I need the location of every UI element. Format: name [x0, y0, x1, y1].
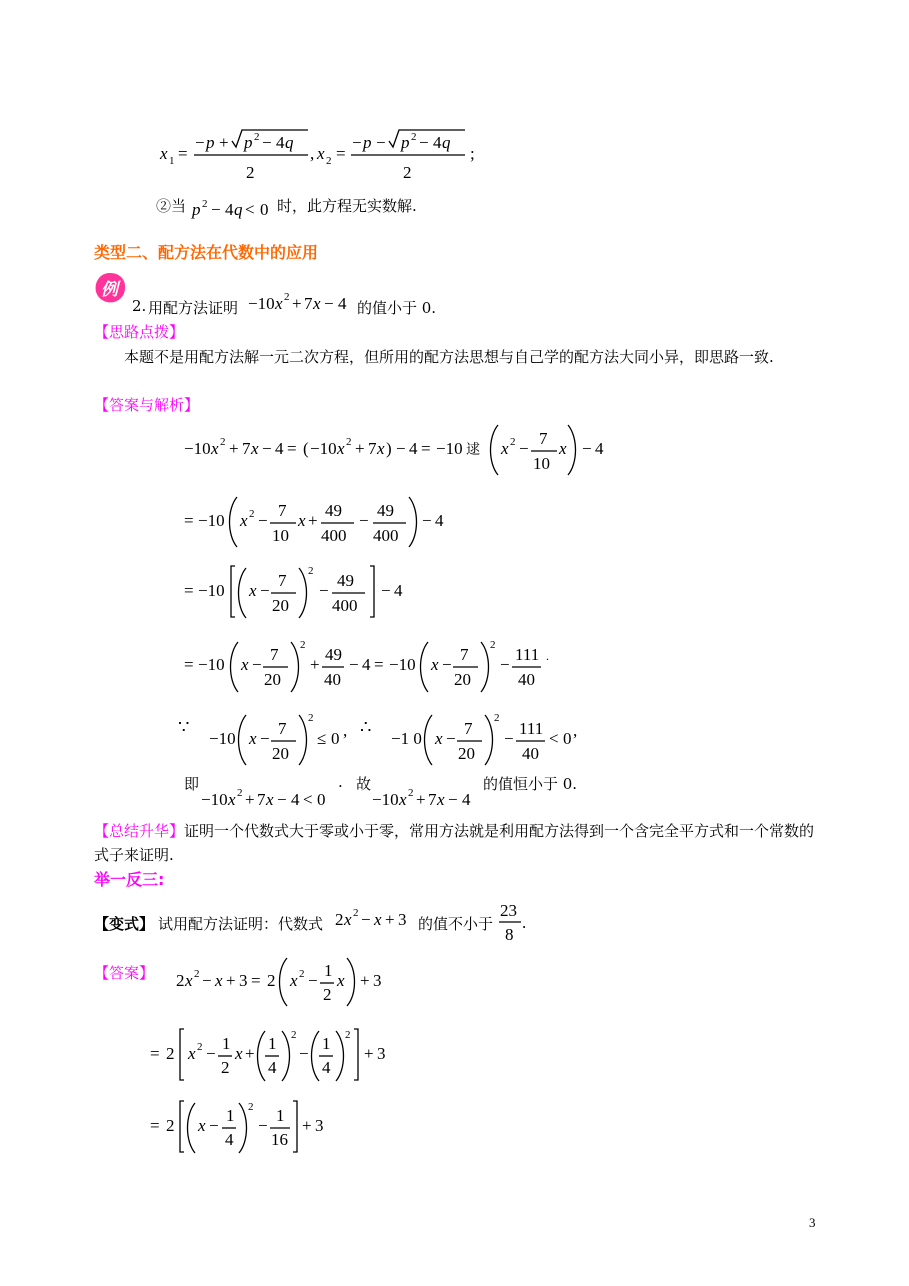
svg-text:2: 2	[249, 508, 255, 520]
svg-text:1: 1	[324, 961, 333, 980]
svg-text:111: 111	[515, 645, 540, 664]
svg-text:2: 2	[353, 907, 359, 919]
svg-text:7: 7	[278, 571, 287, 590]
svg-text:−: −	[396, 439, 406, 458]
svg-text:2: 2	[176, 971, 185, 990]
svg-text:49: 49	[325, 501, 342, 520]
svg-text:2: 2	[494, 712, 500, 724]
svg-text:+: +	[292, 294, 302, 313]
variant-step-1	[174, 954, 394, 1008]
svg-text:x: x	[215, 971, 223, 990]
svg-text:2: 2	[323, 985, 332, 1004]
svg-text:+: +	[360, 971, 370, 990]
period-1: .	[338, 773, 343, 791]
svg-text:+: +	[355, 439, 365, 458]
svg-text:2: 2	[237, 787, 243, 799]
svg-text:−10: −10	[198, 511, 225, 530]
svg-text:−: −	[262, 133, 272, 152]
solution-step-3	[182, 560, 422, 622]
discriminant-negative	[190, 196, 280, 222]
svg-text:3: 3	[239, 971, 248, 990]
svg-text:3: 3	[377, 1044, 386, 1063]
svg-text:4: 4	[433, 133, 442, 152]
svg-text:x: x	[377, 439, 385, 458]
svg-text:2: 2	[166, 1044, 175, 1063]
svg-text:−10: −10	[310, 439, 337, 458]
svg-text:+: +	[245, 790, 255, 809]
svg-text:<: <	[245, 200, 255, 219]
svg-text:+: +	[310, 655, 320, 674]
svg-text:x: x	[160, 144, 168, 163]
svg-text:): )	[386, 439, 392, 458]
svg-text:40: 40	[522, 744, 539, 763]
svg-text:1: 1	[169, 155, 175, 167]
svg-text:x: x	[501, 439, 509, 458]
example-text-b: 的值小于 0.	[357, 299, 437, 317]
summary-text: 证明一个代数式大于零或小于零，常用方法就是利用配方法得到一个含完全平方式和一个常数的式子来证明.	[94, 822, 815, 864]
svg-text:4: 4	[275, 439, 284, 458]
svg-text:2: 2	[510, 436, 516, 448]
svg-text:−: −	[422, 511, 432, 530]
svg-text:∴: ∴	[360, 717, 372, 737]
svg-text:−10: −10	[248, 294, 275, 313]
svg-text:x: x	[298, 511, 306, 530]
svg-text:7: 7	[257, 790, 266, 809]
svg-text:≤: ≤	[317, 729, 327, 748]
svg-text:−: −	[277, 790, 287, 809]
svg-text:4: 4	[322, 1058, 331, 1077]
svg-text:=: =	[421, 439, 431, 458]
svg-text:2: 2	[221, 1058, 230, 1077]
svg-text:,: ,	[310, 144, 315, 163]
svg-text:23: 23	[500, 901, 517, 920]
svg-text:49: 49	[325, 645, 342, 664]
example-num: 2.	[132, 297, 147, 315]
example-badge	[93, 271, 127, 305]
svg-text:−10: −10	[201, 790, 228, 809]
svg-text:20: 20	[454, 670, 471, 689]
svg-text:49: 49	[337, 571, 354, 590]
example-text-a: 用配方法证明	[148, 299, 239, 317]
svg-text:x: x	[399, 790, 407, 809]
svg-text:0: 0	[317, 790, 326, 809]
svg-text:0: 0	[260, 200, 269, 219]
svg-text:x: x	[437, 790, 445, 809]
svg-text:−: −	[504, 729, 514, 748]
svg-text:2: 2	[202, 198, 208, 210]
svg-text:−: −	[500, 655, 510, 674]
svg-text:x: x	[317, 144, 325, 163]
svg-text:,: ,	[573, 721, 578, 740]
gu-text: 故	[356, 775, 372, 793]
svg-text:x: x	[337, 971, 345, 990]
svg-text:4: 4	[394, 581, 403, 600]
svg-text:7: 7	[242, 439, 251, 458]
svg-text:2: 2	[220, 436, 226, 448]
svg-text:+: +	[385, 910, 395, 929]
svg-text:−10: −10	[209, 729, 236, 748]
svg-text:4: 4	[225, 1130, 234, 1149]
svg-text:x: x	[337, 439, 345, 458]
svg-text:2: 2	[197, 1041, 203, 1053]
svg-text:7: 7	[539, 429, 548, 448]
svg-text:2: 2	[490, 639, 496, 651]
svg-text:2: 2	[300, 639, 306, 651]
svg-text:4: 4	[291, 790, 300, 809]
svg-text:<: <	[303, 790, 313, 809]
heading-type2: 类型二、配方法在代数中的应用	[94, 243, 319, 262]
svg-text:x: x	[235, 1044, 243, 1063]
variant-step-2	[148, 1024, 398, 1084]
heading-practice: 举一反三:	[94, 870, 165, 889]
result-expression	[370, 786, 485, 812]
svg-text:−: −	[324, 294, 334, 313]
svg-text:x: x	[374, 910, 382, 929]
svg-text:x: x	[198, 1116, 206, 1135]
svg-text:2: 2	[299, 968, 305, 980]
svg-text:40: 40	[324, 670, 341, 689]
svg-text:8: 8	[505, 925, 514, 944]
svg-text:10: 10	[272, 526, 289, 545]
svg-text:p: p	[206, 133, 215, 152]
svg-text:49: 49	[377, 501, 394, 520]
svg-text:q: q	[234, 200, 243, 219]
svg-text:4: 4	[268, 1058, 277, 1077]
page-number: 3	[809, 1215, 816, 1230]
svg-text:111: 111	[519, 719, 544, 738]
svg-text:逑: 逑	[466, 443, 480, 458]
svg-text:4: 4	[409, 439, 418, 458]
solution-step-4	[182, 634, 552, 696]
svg-text:4: 4	[462, 790, 471, 809]
svg-text:+: +	[364, 1044, 374, 1063]
svg-text:p: p	[244, 133, 253, 152]
example-expression	[246, 288, 358, 316]
svg-text:2: 2	[194, 968, 200, 980]
svg-text:−: −	[258, 1116, 268, 1135]
svg-text:x: x	[313, 294, 321, 313]
svg-text:7: 7	[460, 645, 469, 664]
svg-text:20: 20	[264, 670, 281, 689]
svg-text:0: 0	[563, 729, 572, 748]
svg-text:−: −	[376, 133, 386, 152]
always-less-text: 的值恒小于 0.	[483, 775, 578, 793]
svg-text:−: −	[381, 581, 391, 600]
result-inequality	[199, 786, 349, 812]
svg-text:20: 20	[458, 744, 475, 763]
svg-text:−: −	[519, 439, 529, 458]
svg-text:=: =	[178, 144, 188, 163]
svg-text:x: x	[559, 439, 567, 458]
svg-text:x: x	[435, 729, 443, 748]
svg-text:x: x	[249, 581, 257, 600]
svg-text:−10: −10	[184, 439, 211, 458]
svg-text:−: −	[446, 729, 456, 748]
svg-text:1: 1	[222, 1034, 231, 1053]
svg-text:−: −	[206, 1044, 216, 1063]
case2-suffix: 时，此方程无实数解.	[277, 197, 417, 215]
svg-text:=: =	[184, 511, 194, 530]
svg-text:x: x	[240, 511, 248, 530]
svg-text:−: −	[319, 581, 329, 600]
example-badge-icon	[93, 271, 127, 305]
svg-text:2: 2	[408, 787, 414, 799]
svg-text:−10: −10	[436, 439, 463, 458]
variant-step-3	[148, 1096, 348, 1156]
svg-text:10: 10	[533, 454, 550, 473]
svg-text:4: 4	[595, 439, 604, 458]
svg-text:2: 2	[248, 1101, 254, 1113]
svg-text:2: 2	[411, 131, 417, 143]
ji-text: 即	[184, 775, 200, 793]
svg-text:0: 0	[331, 729, 340, 748]
svg-text:−10: −10	[198, 655, 225, 674]
solution-step-1	[182, 422, 612, 478]
svg-text:20: 20	[272, 596, 289, 615]
svg-text:x: x	[344, 910, 352, 929]
svg-text:=: =	[251, 971, 261, 990]
svg-text:p: p	[401, 133, 410, 152]
solution-step-5	[176, 706, 596, 768]
svg-text:7: 7	[368, 439, 377, 458]
svg-text:7: 7	[428, 790, 437, 809]
svg-text:=: =	[150, 1116, 160, 1135]
svg-text:q: q	[442, 133, 451, 152]
variant-tag: 【变式】	[94, 915, 155, 933]
svg-text:1: 1	[268, 1034, 277, 1053]
svg-text:4: 4	[435, 511, 444, 530]
case2-prefix: ②当	[156, 197, 187, 215]
svg-text:.: .	[522, 913, 527, 932]
svg-text:400: 400	[373, 526, 399, 545]
svg-text:4: 4	[225, 200, 234, 219]
svg-text:,: ,	[343, 721, 348, 740]
svg-text:1: 1	[226, 1106, 235, 1125]
svg-text:+: +	[245, 1044, 255, 1063]
svg-text:x: x	[266, 790, 274, 809]
svg-text:−10: −10	[389, 655, 416, 674]
svg-text:p: p	[192, 200, 201, 219]
svg-text:=: =	[287, 439, 297, 458]
svg-text:x: x	[211, 439, 219, 458]
solution-step-2	[182, 494, 442, 550]
svg-text:p: p	[363, 133, 372, 152]
svg-text:2: 2	[267, 971, 276, 990]
svg-text:−: −	[258, 511, 268, 530]
svg-text:x: x	[251, 439, 259, 458]
svg-text:+: +	[229, 439, 239, 458]
svg-text:−: −	[349, 655, 359, 674]
tag-hint: 【思路点拨】	[94, 323, 185, 341]
svg-text:7: 7	[278, 719, 287, 738]
svg-text:7: 7	[270, 645, 279, 664]
variant-text-a: 试用配方法证明：代数式	[158, 915, 324, 933]
tag-summary: 【总结升华】	[94, 822, 185, 840]
svg-text:−: −	[442, 655, 452, 674]
svg-text:q: q	[285, 133, 294, 152]
svg-text:+: +	[416, 790, 426, 809]
svg-text:2: 2	[284, 291, 290, 303]
svg-text:2: 2	[166, 1116, 175, 1135]
example-badge-label: 例	[101, 280, 118, 300]
svg-text:−: −	[202, 971, 212, 990]
variant-expression	[333, 905, 418, 931]
tag-answer: 【答案与解析】	[94, 396, 200, 414]
svg-text:x: x	[275, 294, 283, 313]
svg-text:−: −	[262, 439, 272, 458]
tag-answer-2: 【答案】	[94, 964, 155, 982]
svg-text:=: =	[374, 655, 384, 674]
svg-text:4: 4	[276, 133, 285, 152]
svg-text:−: −	[448, 790, 458, 809]
svg-text:x: x	[249, 729, 257, 748]
svg-text:2: 2	[308, 565, 314, 577]
svg-text:−: −	[252, 655, 262, 674]
roots-formula	[158, 126, 488, 186]
svg-text:2: 2	[346, 436, 352, 448]
svg-text:7: 7	[304, 294, 313, 313]
svg-text:−: −	[352, 133, 362, 152]
svg-text:4: 4	[338, 294, 347, 313]
svg-text:2: 2	[335, 910, 344, 929]
svg-text:x: x	[241, 655, 249, 674]
svg-text:3: 3	[315, 1116, 324, 1135]
svg-text:x: x	[228, 790, 236, 809]
svg-text:2: 2	[254, 131, 260, 143]
svg-text:x: x	[431, 655, 439, 674]
svg-text:−: −	[260, 729, 270, 748]
svg-text:=: =	[150, 1044, 160, 1063]
svg-text:4: 4	[362, 655, 371, 674]
variant-bound	[497, 898, 533, 946]
svg-text:−: −	[361, 910, 371, 929]
svg-text:x: x	[188, 1044, 196, 1063]
svg-text:7: 7	[278, 501, 287, 520]
svg-text:−: −	[260, 581, 270, 600]
svg-text:2: 2	[291, 1029, 297, 1041]
svg-text:−10: −10	[198, 581, 225, 600]
svg-text:−: −	[209, 1116, 219, 1135]
svg-text:−: −	[359, 511, 369, 530]
svg-text:−: −	[308, 971, 318, 990]
svg-text:=: =	[184, 655, 194, 674]
svg-text:−: −	[582, 439, 592, 458]
summary-paragraph	[94, 819, 819, 867]
svg-text:x: x	[185, 971, 193, 990]
svg-text:−: −	[299, 1044, 309, 1063]
svg-text:−: −	[211, 200, 221, 219]
svg-text:<: <	[549, 729, 559, 748]
svg-text:(: (	[303, 439, 309, 458]
svg-text:3: 3	[398, 910, 407, 929]
svg-text:2: 2	[246, 163, 255, 182]
hint-paragraph: 本题不是用配方法解一元二次方程，但所用的配方法思想与自己学的配方法大同小异，即思路一致.	[124, 348, 774, 366]
svg-text:400: 400	[321, 526, 347, 545]
svg-text:16: 16	[271, 1130, 288, 1149]
svg-text:=: =	[336, 144, 346, 163]
svg-text:2: 2	[326, 155, 332, 167]
svg-text:2: 2	[345, 1029, 351, 1041]
svg-text:+: +	[308, 511, 318, 530]
variant-text-b: 的值不小于	[418, 915, 494, 933]
svg-text:.: .	[546, 649, 549, 663]
svg-text:x: x	[290, 971, 298, 990]
svg-text:+: +	[302, 1116, 312, 1135]
svg-text:+: +	[226, 971, 236, 990]
svg-text:2: 2	[308, 712, 314, 724]
svg-text:2: 2	[403, 163, 412, 182]
svg-text:−10: −10	[372, 790, 399, 809]
svg-text:3: 3	[373, 971, 382, 990]
svg-text:∵: ∵	[178, 717, 190, 737]
svg-text:+: +	[219, 133, 229, 152]
svg-text:400: 400	[332, 596, 358, 615]
svg-text:−: −	[419, 133, 429, 152]
svg-text:1: 1	[276, 1106, 285, 1125]
svg-text:;: ;	[470, 144, 475, 163]
svg-text:−1 0: −1 0	[391, 729, 422, 748]
svg-text:−: −	[195, 133, 205, 152]
svg-text:7: 7	[464, 719, 473, 738]
svg-text:1: 1	[322, 1034, 331, 1053]
svg-text:=: =	[184, 581, 194, 600]
svg-text:20: 20	[272, 744, 289, 763]
svg-text:40: 40	[518, 670, 535, 689]
